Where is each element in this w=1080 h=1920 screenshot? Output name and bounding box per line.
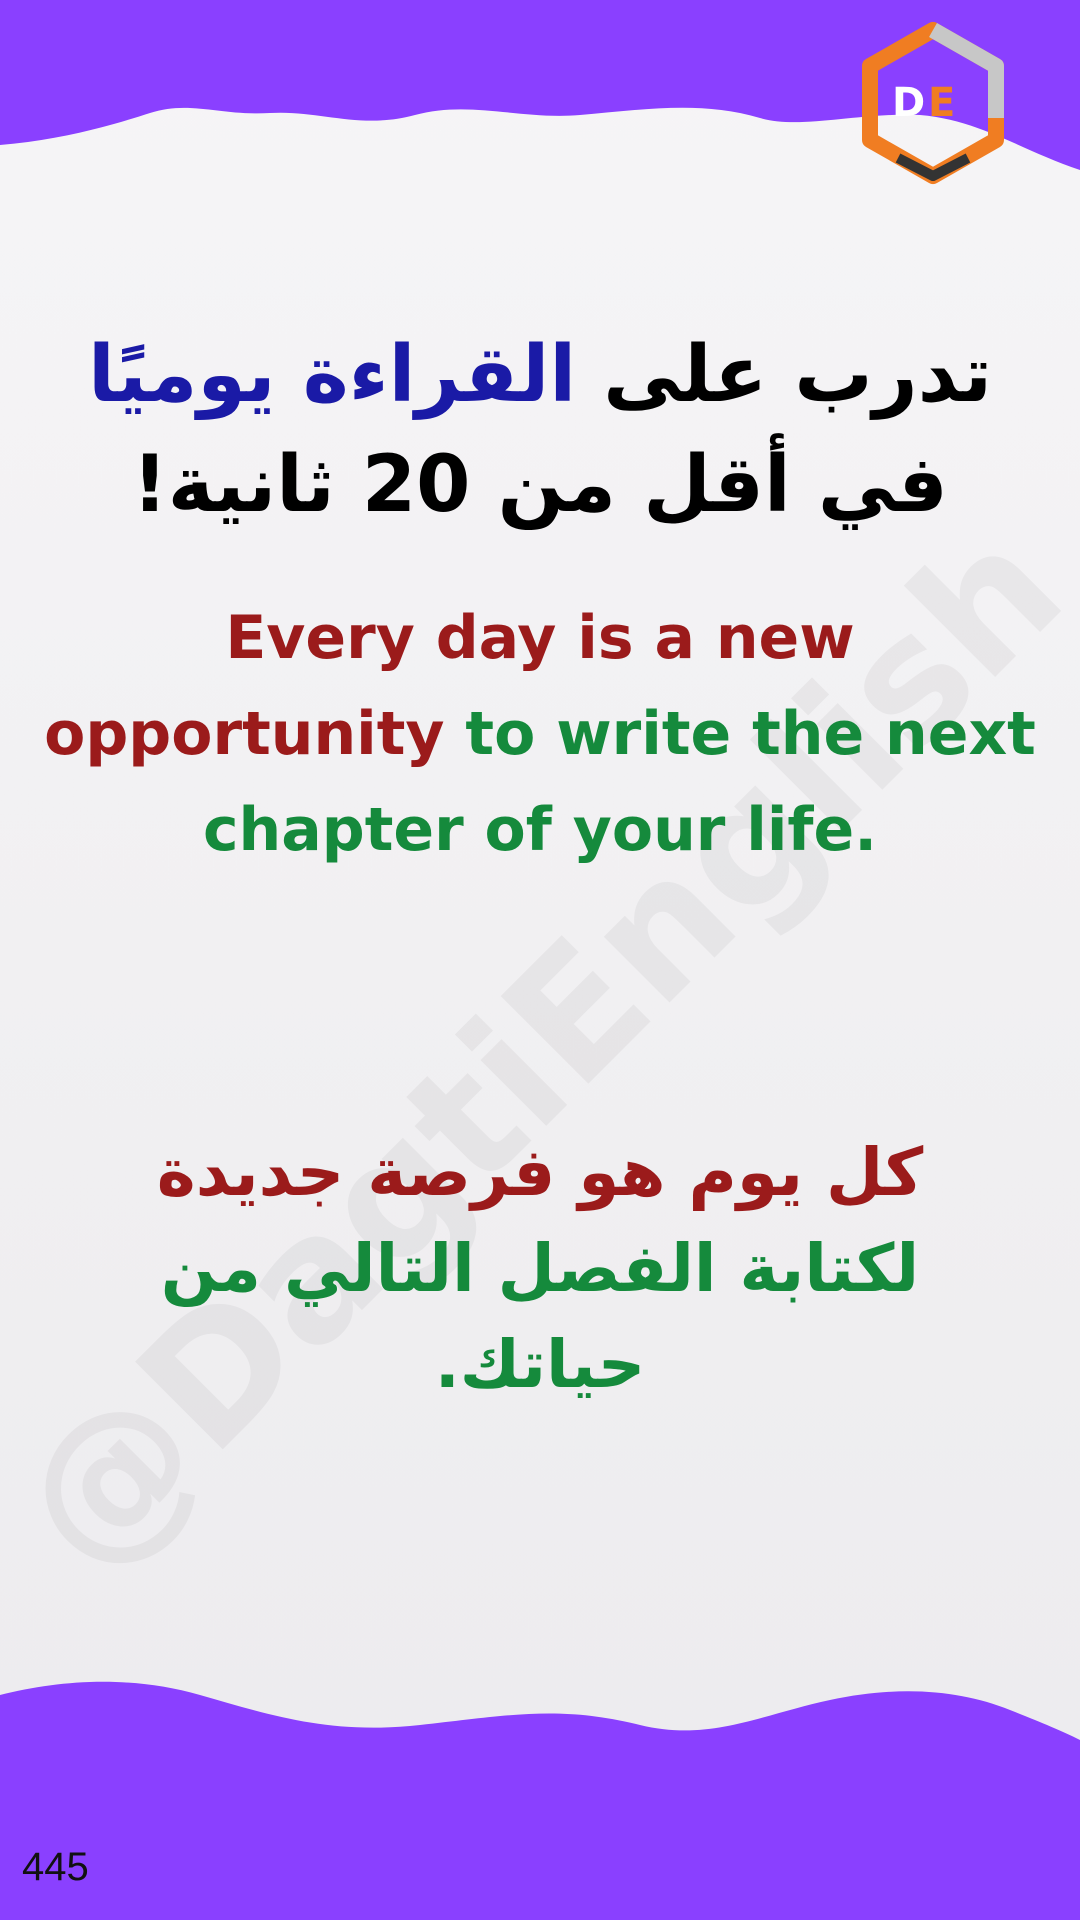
brand-logo (858, 18, 1008, 188)
page-number: 445 (22, 1845, 89, 1889)
headline-highlight: القراءة يوميًا (87, 330, 577, 420)
quote-arabic-green-part: لكتابة الفصل التالي من حياتك. (160, 1230, 920, 1403)
bottom-wave-footer (0, 1670, 1080, 1920)
headline-arabic (40, 320, 1040, 540)
quote-arabic (60, 1125, 1020, 1413)
headline-part-2: في أقل من 20 ثانية! (132, 440, 948, 530)
quote-english-red-part: Every day is a new opportunity (44, 603, 855, 769)
logo-letter-e: E (928, 80, 956, 126)
quote-english (30, 590, 1050, 878)
headline-part-1: تدرب على (576, 330, 993, 420)
logo-letter-d: D (892, 80, 926, 126)
quote-english-green-part: to write the next chapter of your life. (202, 699, 1036, 865)
quote-arabic-red-part: كل يوم هو فرصة جديدة (156, 1134, 924, 1211)
